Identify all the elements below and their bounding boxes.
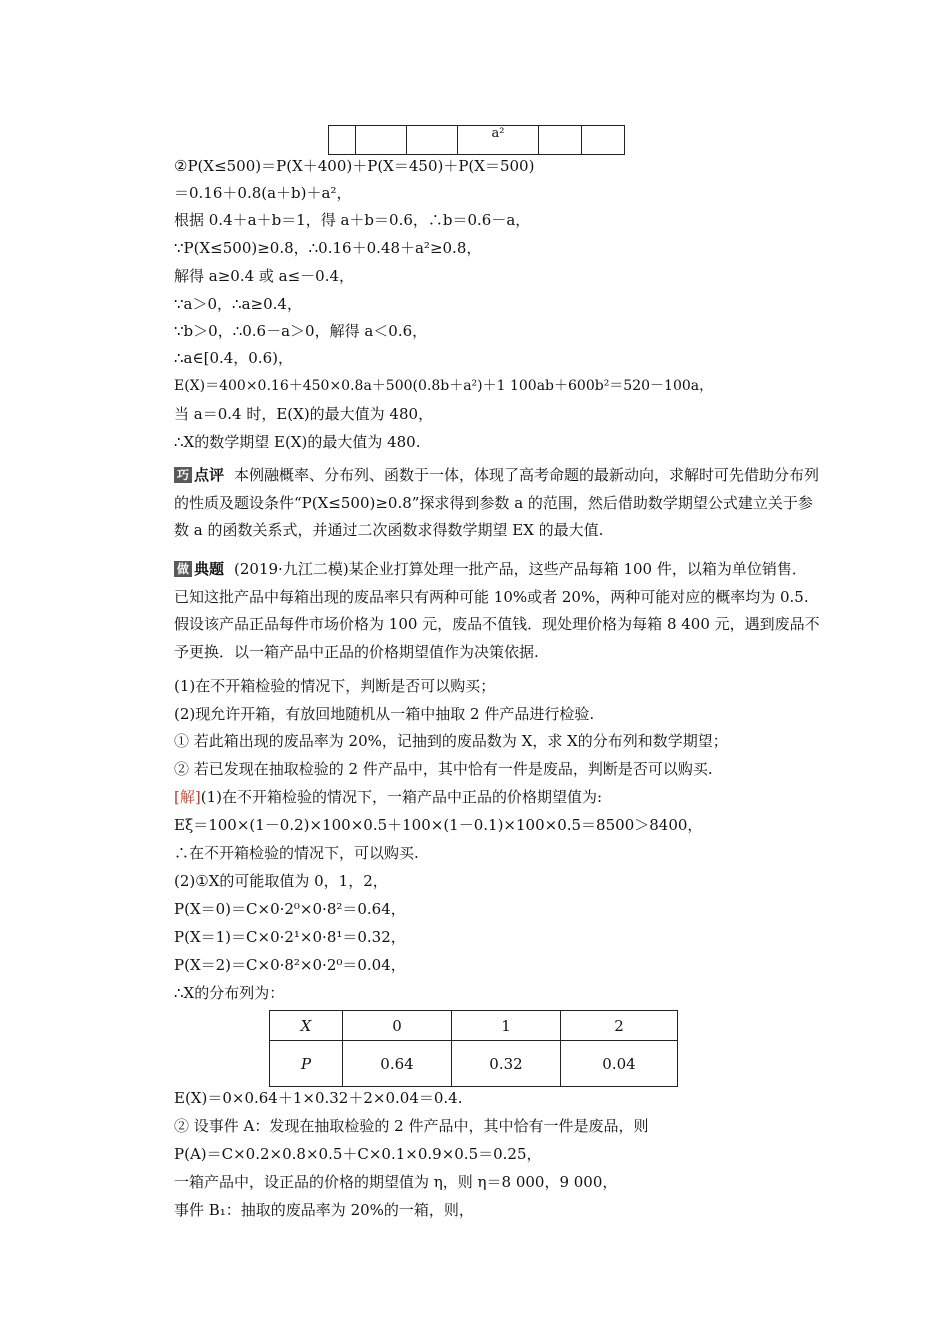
table-cell: a² [458,126,539,155]
text-line: E(X)＝0×0.64＋1×0.32＋2×0.04＝0.4. [174,1089,463,1107]
text-line: ②P(X≤500)＝P(X＋400)＋P(X＝450)＋P(X＝500) [174,157,535,175]
table-cell: 0.32 [452,1041,561,1087]
table-cell [407,126,458,155]
table-cell [539,126,582,155]
question-line: ② 若已发现在抽取检验的 2 件产品中，其中恰有一件是废品，判断是否可以购买. [174,760,713,778]
solution-line: (2)①X的可能取值为 0，1，2， [174,872,388,890]
table-header-cell: 2 [561,1011,678,1041]
table-header-cell: X [270,1011,343,1041]
table-cell [582,126,625,155]
comment-paragraph [174,462,820,545]
comment-text: 本例融概率、分布列、函数于一体，体现了高考命题的最新动向，求解时可先借助分布列的性质及题设条件“P(X≤500)≥0.8”探求得到参数 a 的范围，然后借助数学期望公式建立关于参数 a 的函数关系式，并通过二次函数求得数学期望 EX 的最大值. [174,466,820,539]
table-cell [356,126,407,155]
question-line: (1)在不开箱检验的情况下，判断是否可以购买； [174,677,496,695]
question-line: (2)现允许开箱，有放回地随机从一箱中抽取 2 件产品进行检验. [174,705,595,723]
text-line: 一箱产品中，设正品的价格的期望值为 η，则 η＝8 000，9 000， [174,1173,618,1191]
text-line: ② 设事件 A：发现在抽取检验的 2 件产品中，其中恰有一件是废品，则 [174,1117,649,1135]
table-cell [329,126,356,155]
text-line: E(X)＝400×0.16＋450×0.8a＋500(0.8b＋a²)＋1 100ab＋600b²＝520－100a， [174,378,714,394]
table-cell: P [270,1041,343,1087]
solution-line: P(X＝1)＝C×0·2¹×0·8¹＝0.32， [174,928,406,946]
solution-first-text: (1)在不开箱检验的情况下，一箱产品中正品的价格期望值为: [200,788,603,806]
text-line: 根据 0.4＋a＋b＝1，得 a＋b＝0.6，∴b＝0.6－a， [174,211,531,229]
problem-paragraph [174,556,820,666]
probability-table-fragment [328,125,625,155]
distribution-table [269,1010,678,1087]
text-line: ∵a＞0，∴a≥0.4， [174,295,302,313]
table-header-cell: 1 [452,1011,561,1041]
solution-line: ∴在不开箱检验的情况下，可以购买. [174,844,419,862]
table-cell: 0.04 [561,1041,678,1087]
text-line: P(A)＝C×0.2×0.8×0.5＋C×0.1×0.9×0.5＝0.25， [174,1145,542,1163]
text-line: ∴a∈[0.4，0.6)， [174,349,294,367]
problem-text: (2019·九江二模)某企业打算处理一批产品，这些产品每箱 100 件，以箱为单位销售．已知这批产品中每箱出现的废品率只有两种可能 10%或者 20%，两种可能对应的概率均为 0.5.假设该产品正品每件市场价格为 100 元，废品不值钱．现处理价格为每箱 8 400 元，遇到废品不予更换．以一箱产品中正品的价格期望值作为决策依据. [174,560,820,661]
text-line: 事件 B₁：抽取的废品率为 20%的一箱，则， [174,1201,474,1219]
solution-line: ∴X的分布列为： [174,984,285,1002]
comment-tag: 巧 [174,467,192,483]
problem-tag: 做 [174,561,192,577]
table-header-cell: 0 [343,1011,452,1041]
solution-first-line [174,787,602,807]
table-cell: 0.64 [343,1041,452,1087]
text-line: ∵P(X≤500)≥0.8，∴0.16＋0.48＋a²≥0.8， [174,239,482,257]
solution-label: [解] [174,788,201,806]
text-line: ∵b＞0，∴0.6－a＞0，解得 a＜0.6， [174,322,428,340]
question-line: ① 若此箱出现的废品率为 20%，记抽到的废品数为 X，求 X的分布列和数学期望； [174,732,728,750]
solution-line: P(X＝0)＝C×0·2⁰×0·8²＝0.64， [174,900,406,918]
text-line: 当 a＝0.4 时，E(X)的最大值为 480， [174,405,434,423]
text-line: 解得 a≥0.4 或 a≤－0.4， [174,267,355,285]
text-line: ＝0.16＋0.8(a＋b)＋a²， [174,184,352,202]
problem-tag-tail: 典题 [194,560,225,578]
solution-line: Eξ＝100×(1－0.2)×100×0.5＋100×(1－0.1)×100×0.5＝8500＞8400， [174,816,703,834]
solution-line: P(X＝2)＝C×0·8²×0·2⁰＝0.04， [174,956,406,974]
comment-tag-tail: 点评 [194,466,225,484]
text-line: ∴X的数学期望 E(X)的最大值为 480. [174,433,421,451]
